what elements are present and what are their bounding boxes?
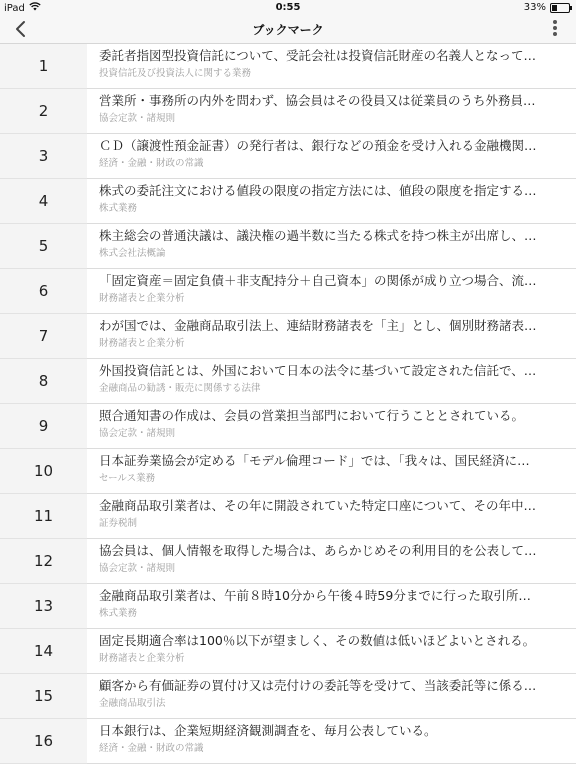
bookmark-question: 金融商品取引業者は、午前８時10分から午後４時59分までに行った取引所…	[99, 588, 531, 603]
bookmark-question: 「固定資産＝固定負債＋非支配持分＋自己資本」の関係が成り立つ場合、流…	[99, 273, 537, 288]
vertical-ellipsis-icon	[552, 20, 558, 36]
bookmark-question: 外国投資信託とは、外国において日本の法令に基づいて設定された信託で、…	[99, 363, 537, 378]
bookmark-content	[87, 179, 576, 224]
bookmark-category: 財務諸表と企業分析	[99, 653, 185, 664]
bookmark-number: 13	[0, 584, 87, 629]
bookmark-category: 協会定款・諸規則	[99, 563, 176, 574]
bookmark-category: 株式業務	[99, 608, 138, 619]
bookmark-row[interactable]	[0, 224, 576, 269]
clock: 0:55	[275, 2, 301, 13]
bookmark-row[interactable]	[0, 629, 576, 674]
bookmark-content	[87, 89, 576, 134]
bookmark-content	[87, 224, 576, 269]
bookmark-number: 11	[0, 494, 87, 539]
bookmark-question: 日本銀行は、企業短期経済観測調査を、毎月公表している。	[99, 723, 437, 738]
bookmark-row[interactable]	[0, 314, 576, 359]
bookmark-number: 16	[0, 719, 87, 764]
bookmark-category: 協会定款・諸規則	[99, 428, 176, 439]
status-bar	[0, 0, 576, 16]
bookmark-number: 2	[0, 89, 87, 134]
bookmark-row[interactable]	[0, 719, 576, 764]
bookmark-category: 財務諸表と企業分析	[99, 338, 185, 349]
bookmark-question: ＣＤ（譲渡性預金証書）の発行者は、銀行などの預金を受け入れる金融機関…	[99, 138, 537, 153]
bookmark-number: 10	[0, 449, 87, 494]
bookmark-category: 経済・金融・財政の常識	[99, 743, 204, 754]
bookmark-content	[87, 44, 576, 89]
bookmark-category: 金融商品の勧誘・販売に関係する法律	[99, 383, 261, 394]
bookmark-number: 6	[0, 269, 87, 314]
bookmark-content	[87, 719, 576, 764]
bookmark-category: 経済・金融・財政の常識	[99, 158, 204, 169]
bookmark-number: 1	[0, 44, 87, 89]
bookmark-question: 委託者指図型投資信託について、受託会社は投資信託財産の名義人となって…	[99, 48, 537, 63]
bookmark-row[interactable]	[0, 584, 576, 629]
bookmark-content	[87, 359, 576, 404]
bookmark-question: 営業所・事務所の内外を問わず、協会員はその役員又は従業員のうち外務員…	[99, 93, 536, 108]
bookmark-question: 協会員は、個人情報を取得した場合は、あらかじめその利用目的を公表して…	[99, 543, 537, 558]
bookmark-question: 日本証券業協会が定める「モデル倫理コード」では、「我々は、国民経済に…	[99, 453, 530, 468]
bookmark-row[interactable]	[0, 449, 576, 494]
bookmark-content	[87, 629, 576, 674]
bookmark-number: 8	[0, 359, 87, 404]
bookmark-row[interactable]	[0, 494, 576, 539]
bookmark-content	[87, 314, 576, 359]
bookmark-question: 株主総会の普通決議は、議決権の過半数に当たる株式を持つ株主が出席し、…	[99, 228, 537, 243]
bookmark-content	[87, 539, 576, 584]
bookmark-question: 株式の委託注文における値段の限度の指定方法には、値段の限度を指定する…	[99, 183, 537, 198]
device-name: iPad	[4, 2, 25, 14]
battery-icon	[550, 3, 570, 13]
bookmark-row[interactable]	[0, 179, 576, 224]
bookmark-number: 12	[0, 539, 87, 584]
battery-status	[524, 2, 570, 13]
bookmark-category: セールス業務	[99, 473, 156, 484]
navigation-bar	[0, 16, 576, 44]
bookmark-category: 株式会社法概論	[99, 248, 166, 259]
bookmark-row[interactable]	[0, 269, 576, 314]
bookmark-content	[87, 449, 576, 494]
bookmark-list	[0, 44, 576, 764]
bookmark-content	[87, 584, 576, 629]
bookmark-category: 協会定款・諸規則	[99, 113, 176, 124]
bookmark-number: 9	[0, 404, 87, 449]
bookmark-question: 照合通知書の作成は、会員の営業担当部門において行うこととされている。	[99, 408, 525, 423]
bookmark-row[interactable]	[0, 359, 576, 404]
bookmark-number: 5	[0, 224, 87, 269]
bookmark-question: 顧客から有価証券の買付け又は売付けの委託等を受けて、当該委託等に係る…	[99, 678, 537, 693]
bookmark-question: 金融商品取引業者は、その年に開設されていた特定口座について、その年中…	[99, 498, 537, 513]
bookmark-category: 株式業務	[99, 203, 138, 214]
bookmark-content	[87, 494, 576, 539]
bookmark-category: 財務諸表と企業分析	[99, 293, 185, 304]
more-options-button[interactable]	[552, 20, 558, 38]
bookmark-row[interactable]	[0, 404, 576, 449]
battery-percentage: 33%	[523, 2, 546, 13]
bookmark-number: 7	[0, 314, 87, 359]
bookmark-number: 14	[0, 629, 87, 674]
bookmark-content	[87, 269, 576, 314]
bookmark-category: 金融商品取引法	[99, 698, 166, 709]
bookmark-category: 証券税制	[99, 518, 138, 529]
bookmark-question: わが国では、金融商品取引法上、連結財務諸表を「主」とし、個別財務諸表…	[99, 318, 537, 333]
bookmark-row[interactable]	[0, 539, 576, 584]
bookmark-content	[87, 674, 576, 719]
bookmark-number: 4	[0, 179, 87, 224]
bookmark-question: 固定長期適合率は100％以下が望ましく、その数値は低いほどよいとされる。	[99, 633, 536, 648]
bookmark-row[interactable]	[0, 134, 576, 179]
bookmark-number: 3	[0, 134, 87, 179]
bookmark-row[interactable]	[0, 89, 576, 134]
bookmark-content	[87, 404, 576, 449]
bookmark-row[interactable]	[0, 674, 576, 719]
bookmark-content	[87, 134, 576, 179]
bookmark-row[interactable]	[0, 44, 576, 89]
bookmark-number: 15	[0, 674, 87, 719]
page-title: ブックマーク	[252, 23, 324, 37]
bookmark-category: 投資信託及び投資法人に関する業務	[99, 68, 252, 79]
